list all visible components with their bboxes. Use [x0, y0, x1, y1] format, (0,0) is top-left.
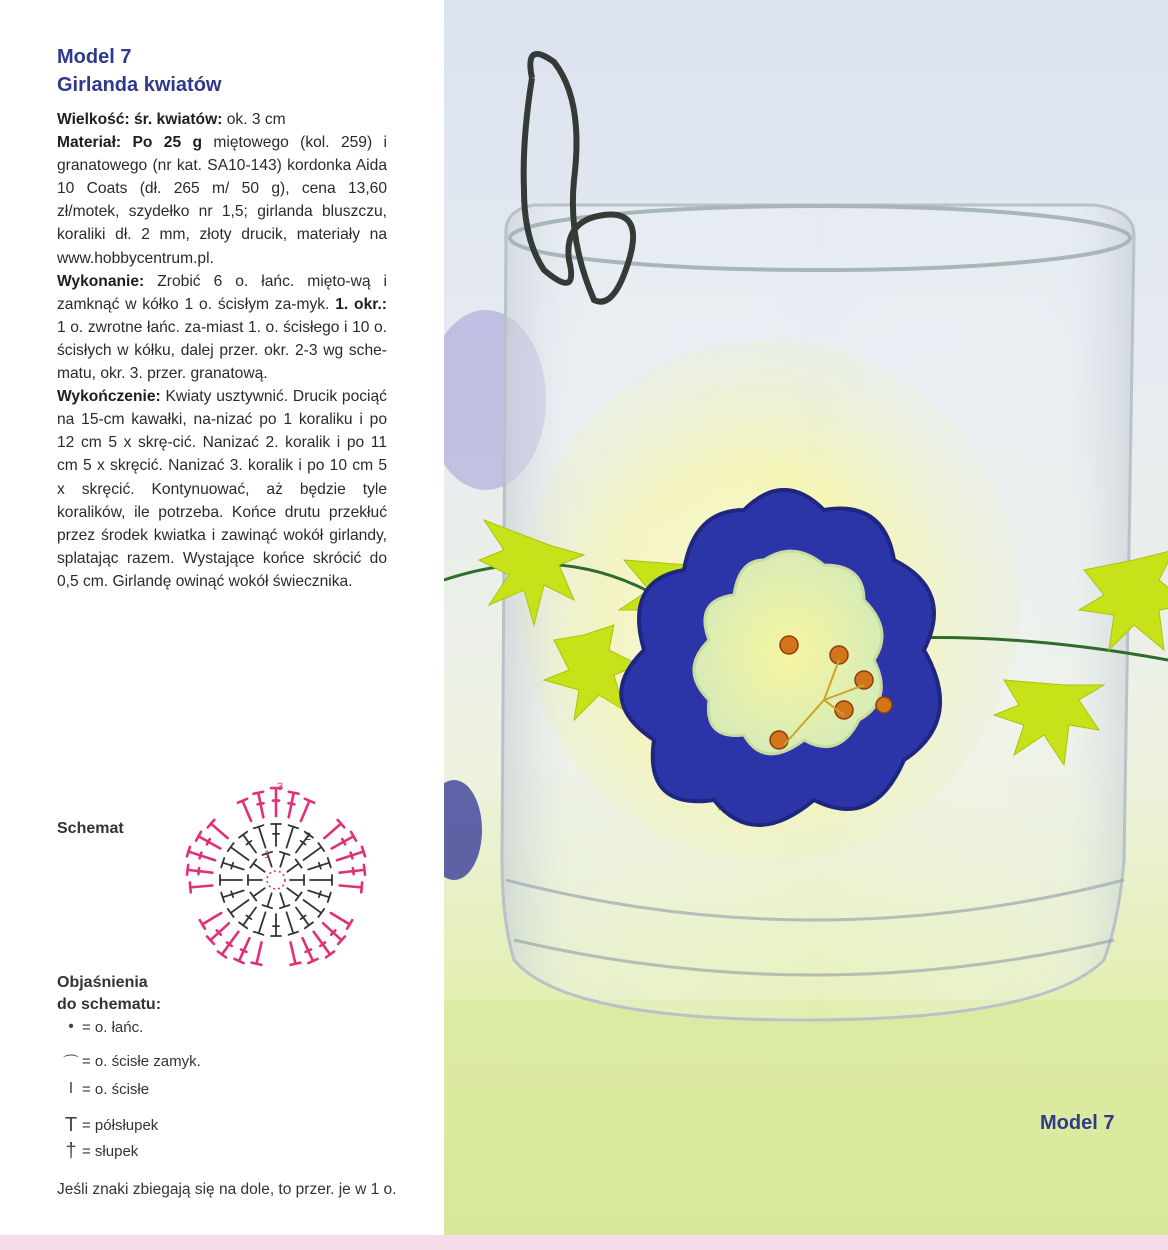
stitch-symbol	[304, 900, 322, 913]
stitch-symbol	[280, 893, 284, 906]
stitch-crossbar	[305, 799, 314, 803]
instructions	[57, 108, 387, 593]
stitch-symbol	[287, 888, 298, 896]
stitch-symbol	[267, 893, 271, 906]
legend-title-line1: Objaśnienia	[57, 974, 148, 991]
stitch-crossbar	[364, 865, 365, 875]
stitch-crossbar	[238, 799, 247, 803]
stitch-crossbar	[318, 909, 324, 917]
material-amount: Po 25 g	[132, 134, 203, 152]
execution-paragraph	[57, 270, 387, 385]
stitch-crossbar	[250, 859, 256, 867]
stitch-symbol	[243, 908, 256, 926]
stitch-cross	[258, 803, 264, 804]
stitch-symbol	[253, 864, 264, 872]
stitch-symbol	[324, 824, 341, 838]
stitch-crossbar	[239, 922, 247, 928]
stitch-crossbar	[296, 892, 302, 900]
diagram-inner-rounds	[220, 824, 332, 936]
stitch-cross	[200, 853, 202, 859]
candle-holder-photo	[444, 0, 1168, 1235]
legend-item-half-double	[60, 1114, 158, 1137]
stitch-symbol	[340, 885, 362, 887]
stitch-symbol	[259, 912, 266, 933]
stitch-cross	[231, 891, 233, 897]
stitch-symbol	[211, 824, 228, 838]
stitch-crossbar	[228, 909, 234, 917]
stitch-crossbar	[190, 882, 191, 892]
stitch-crossbar	[305, 922, 313, 928]
finishing-text: Kwiaty usztywnić. Drucik pociąć na 15-cm kawałki, na-nizać po 1 koraliku i po 12 cm 5 x skrę-cić. Nanizać 2. koralik i po 11 cm 5 x skręcić. Nanizać 3. koralik i po 10 cm 5 x skręcić. Kontynuować, aż będzie tyle koralików, ile potrzeba. Końce drutu przekłuć przez środek kwiatka i zawinąć wokół girlandy, splatając razem. Wystające końce skrócić do 0,5 cm. Girlandę owinąć wokół świecznika.	[57, 388, 387, 590]
legend-item-slip-stitch	[60, 1050, 201, 1073]
legend-text: = półsłupek	[82, 1117, 159, 1134]
execution-round-label: 1. okr.:	[335, 295, 387, 313]
stitch-crossbar	[253, 792, 263, 794]
round-number-1: 1	[264, 849, 271, 861]
stitch-cross	[319, 891, 321, 897]
stitch-cross	[319, 863, 321, 869]
stitch-symbol	[243, 835, 256, 853]
stitch-crossbar	[187, 847, 190, 857]
stitch-symbol	[331, 913, 350, 924]
stitch-symbol	[257, 942, 262, 963]
size-label: Wielkość:	[57, 111, 130, 128]
product-photo	[444, 0, 1168, 1235]
text-column	[0, 0, 440, 1235]
stitch-symbol	[190, 885, 212, 887]
stitch-symbol	[314, 932, 330, 955]
stitch-symbol	[231, 847, 249, 860]
stitch-symbol	[301, 801, 310, 821]
stitch-symbol	[304, 847, 322, 860]
stitch-cross	[289, 803, 295, 804]
stitch-symbol	[287, 864, 298, 872]
stitch-crossbar	[228, 843, 234, 851]
stitch-symbol	[280, 853, 284, 866]
stitch-symbol	[296, 908, 309, 926]
stitch-cross	[241, 949, 246, 951]
stitch-symbol	[287, 827, 294, 848]
stitch-crossbar	[296, 859, 302, 867]
slip-stitch-symbol-icon: ⌒	[62, 1055, 79, 1072]
legend-title-line2: do schematu:	[57, 996, 162, 1013]
size-value: ok. 3 cm	[226, 111, 286, 128]
stitch-crossbar	[291, 963, 301, 965]
single-crochet-symbol-icon: I	[68, 1080, 74, 1097]
half-double-symbol-icon: T	[64, 1114, 78, 1136]
finishing-label: Wykończenie:	[57, 388, 161, 406]
stitch-symbol	[253, 888, 264, 896]
crochet-diagram	[148, 760, 408, 1005]
stitch-cross	[306, 949, 311, 951]
stitch-symbol	[202, 913, 221, 924]
legend-text: = o. ścisłe zamyk.	[82, 1053, 201, 1070]
round-number-3: 3	[277, 781, 284, 793]
stitch-crossbar	[362, 847, 365, 857]
legend-text: = słupek	[82, 1143, 139, 1160]
round-number-2: 2	[305, 831, 312, 843]
pattern-title: Girlanda kwiatów	[57, 74, 222, 96]
stitch-cross	[231, 863, 233, 869]
size-subject: śr. kwiatów:	[134, 111, 223, 128]
legend-item-chain	[60, 1018, 143, 1036]
double-crochet-symbol-icon: †	[65, 1140, 77, 1162]
stitch-crossbar	[289, 792, 299, 794]
stitch-crossbar	[239, 832, 247, 838]
stitch-cross	[353, 868, 354, 874]
stitch-symbol	[243, 801, 252, 821]
stitch-cross	[198, 868, 199, 874]
material-text: miętowego (kol. 259) i granatowego (nr kat. SA10-143) kordonka Aida 10 Coats (dł. 265 m/ 50 g), cena 13,60 zł/motek, szydełko nr 1,5; girlanda bluszczu, koraliki dł. 2 mm, złoty drucik, materiały na www.hobbycentrum.pl.	[57, 134, 387, 267]
material-paragraph	[57, 131, 387, 270]
execution-label: Wykonanie:	[57, 272, 145, 290]
stitch-symbol	[259, 827, 266, 848]
diagram-center	[267, 871, 285, 889]
schema-label: Schemat	[57, 820, 124, 837]
photo-caption: Model 7	[1040, 1112, 1115, 1134]
stitch-symbol	[287, 912, 294, 933]
page-bottom-strip	[0, 1235, 1168, 1250]
stitch-crossbar	[252, 963, 262, 965]
material-label: Materiał:	[57, 134, 122, 152]
legend-text: = o. łańc.	[82, 1018, 144, 1036]
stitch-symbol	[222, 932, 238, 955]
legend-item-single-crochet	[60, 1080, 149, 1098]
legend-title	[57, 972, 161, 1016]
legend-text: = o. ścisłe	[82, 1080, 150, 1098]
model-title: Model 7	[57, 46, 132, 68]
stitch-crossbar	[318, 843, 324, 851]
stitch-symbol	[290, 942, 295, 963]
execution-text-1: Zrobić 6 o. łańc. mięto-wą i zamknąć w kółko 1 o. ścisłym za-myk.	[57, 272, 387, 313]
stitch-cross	[351, 853, 353, 859]
stitch-crossbar	[187, 865, 188, 875]
stitch-crossbar	[250, 892, 256, 900]
legend-footnote: Jeśli znaki zbiegają się na dole, to przer. je w 1 o.	[57, 1181, 397, 1198]
finishing-paragraph	[57, 385, 387, 593]
legend-item-double-crochet	[60, 1140, 138, 1163]
chain-symbol-icon: •	[68, 1018, 74, 1035]
diagram-outer-round	[187, 788, 365, 965]
execution-text-2: 1 o. zwrotne łańc. za-miast 1. o. ścisłego i 10 o. ścisłych w kółku, dalej przer. okr. 2-3 wg sche-matu, okr. 3. przer. granatową.	[57, 318, 387, 383]
stitch-crossbar	[361, 882, 362, 892]
size-paragraph	[57, 108, 387, 131]
stitch-symbol	[231, 900, 249, 913]
